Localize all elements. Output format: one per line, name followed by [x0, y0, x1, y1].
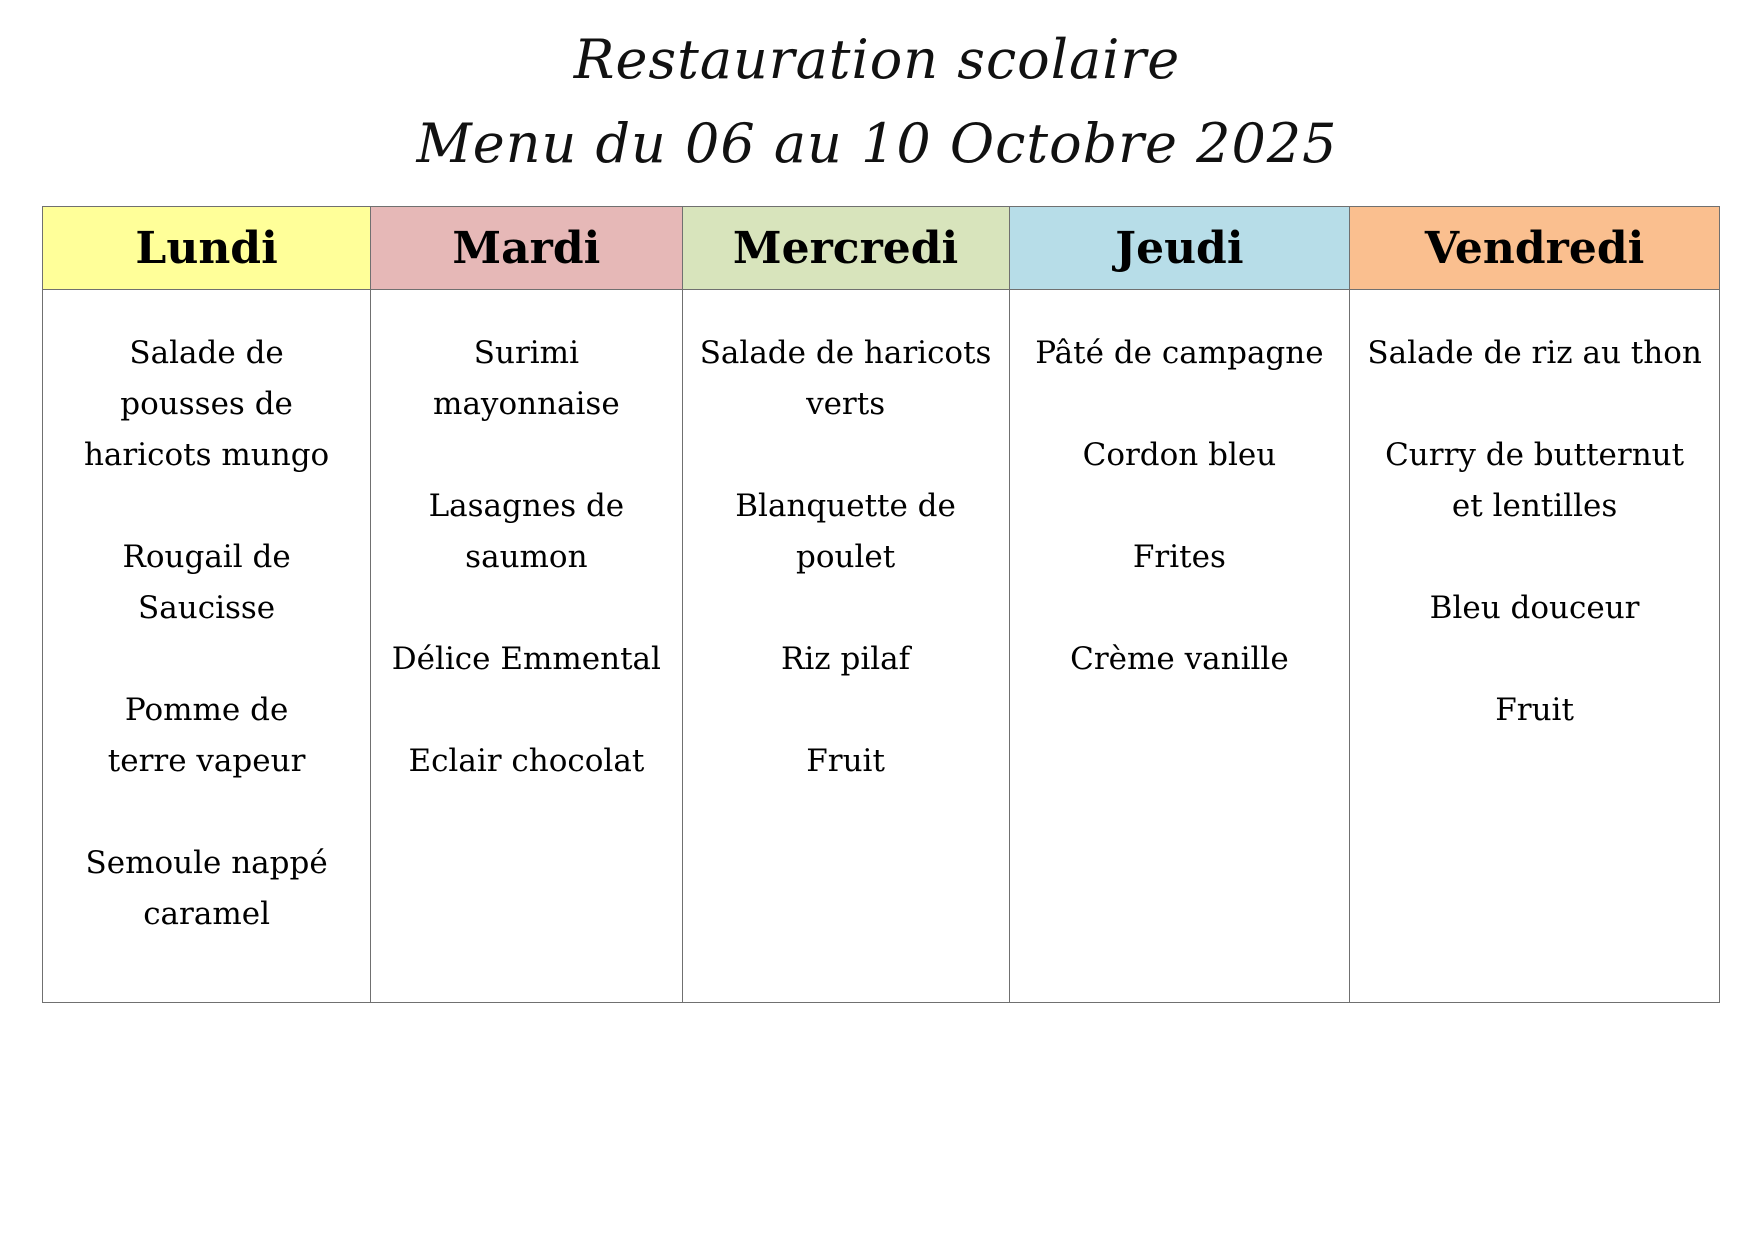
dish-item: Salade de haricots verts — [699, 335, 992, 422]
dish-item: Riz pilaf — [781, 641, 911, 677]
day-header-lundi: Lundi — [43, 207, 371, 290]
dish-item: Salade de pousses de haricots mungo — [83, 335, 330, 473]
page-title — [0, 18, 1754, 186]
dish-item: Pâté de campagne — [1035, 335, 1324, 371]
dish-item: Rougail de Saucisse — [122, 539, 291, 626]
day-menu-lundi — [43, 290, 371, 1003]
day-header-vendredi: Vendredi — [1350, 207, 1720, 290]
dish-item: Salade de riz au thon — [1367, 335, 1702, 371]
day-header-jeudi: Jeudi — [1009, 207, 1350, 290]
dish-item: Délice Emmental — [391, 641, 661, 677]
day-menu-vendredi — [1350, 290, 1720, 1003]
dish-item: Lasagnes de saumon — [428, 488, 625, 575]
dish-item: Curry de butternut et lentilles — [1385, 437, 1685, 524]
day-menu-jeudi — [1009, 290, 1350, 1003]
day-header-mercredi: Mercredi — [682, 207, 1009, 290]
menu-table — [42, 206, 1720, 1003]
dishes-row — [43, 290, 1720, 1003]
title-line-1: Restauration scolaire — [573, 28, 1181, 91]
dish-item: Fruit — [806, 743, 885, 779]
day-header-row — [43, 207, 1720, 290]
day-header-mardi: Mardi — [371, 207, 682, 290]
dish-item: Fruit — [1495, 692, 1574, 728]
dish-item: Eclair chocolat — [408, 743, 645, 779]
day-menu-mardi — [371, 290, 682, 1003]
title-line-2: Menu du 06 au 10 Octobre 2025 — [416, 112, 1338, 175]
dish-item: Pomme de terre vapeur — [107, 692, 306, 779]
dish-item: Semoule nappé caramel — [85, 845, 328, 932]
day-menu-mercredi — [682, 290, 1009, 1003]
dish-item: Blanquette de poulet — [735, 488, 956, 575]
dish-item: Bleu douceur — [1429, 590, 1640, 626]
dish-item: Cordon bleu — [1082, 437, 1277, 473]
dish-item: Surimi mayonnaise — [433, 335, 620, 422]
dish-item: Frites — [1132, 539, 1226, 575]
dish-item: Crème vanille — [1070, 641, 1289, 677]
